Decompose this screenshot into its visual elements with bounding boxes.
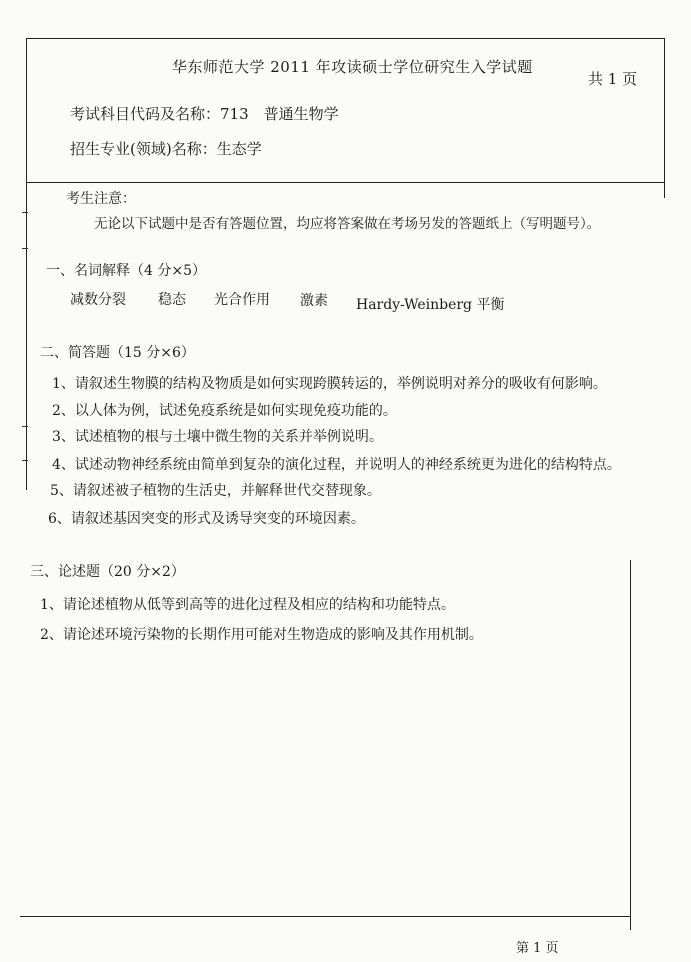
essay-question: 2、请论述环境污染物的长期作用可能对生物造成的影响及其作用机制。 [40, 627, 483, 643]
essay-question: 1、请论述植物从低等到高等的进化过程及相应的结构和功能特点。 [40, 597, 455, 613]
page-number: 第 1 页 [516, 941, 559, 956]
section3-title: 三、论述题（20 分×2） [30, 564, 185, 580]
notice-text: 无论以下试题中是否有答题位置，均应将答案做在考场另发的答题纸上（写明题号）。 [94, 216, 601, 232]
major-line: 招生专业(领域)名称：生态学 [70, 140, 262, 158]
notice-label: 考生注意： [66, 191, 136, 207]
term-item: 激素 [300, 293, 328, 309]
section2-title: 二、简答题（15 分×6） [40, 345, 195, 361]
frame-right-lower-border [630, 560, 631, 930]
subject-line: 考试科目代码及名称：713 普通生物学 [70, 105, 339, 123]
exam-title: 华东师范大学 2011 年攻读硕士学位研究生入学试题 [172, 58, 533, 76]
section1-title: 一、名词解释（4 分×5） [46, 263, 206, 279]
frame-right-border [664, 38, 665, 198]
frame-left-border [26, 38, 27, 490]
term-item: 光合作用 [214, 292, 270, 308]
term-item: 减数分裂 [70, 292, 126, 308]
question-item: 4、试述动物神经系统由简单到复杂的演化过程，并说明人的神经系统更为进化的结构特点。 [52, 457, 621, 473]
total-pages: 共 1 页 [588, 70, 638, 88]
margin-tick [22, 248, 28, 249]
question-item: 6、请叙述基因突变的形式及诱导突变的环境因素。 [48, 511, 365, 527]
term-item: Hardy-Weinberg 平衡 [356, 297, 505, 313]
margin-tick [22, 426, 28, 427]
header-divider [26, 182, 664, 183]
question-item: 2、以人体为例，试述免疫系统是如何实现免疫功能的。 [52, 403, 397, 419]
margin-tick [22, 460, 28, 461]
margin-tick [22, 212, 28, 213]
question-item: 5、请叙述被子植物的生活史，并解释世代交替现象。 [50, 483, 381, 499]
term-item: 稳态 [158, 292, 186, 308]
question-item: 3、试述植物的根与土壤中微生物的关系并举例说明。 [52, 429, 383, 445]
frame-bottom-border [20, 916, 630, 917]
frame-top-border [26, 38, 664, 39]
question-item: 1、请叙述生物膜的结构及物质是如何实现跨膜转运的，举例说明对养分的吸收有何影响。 [52, 376, 607, 392]
